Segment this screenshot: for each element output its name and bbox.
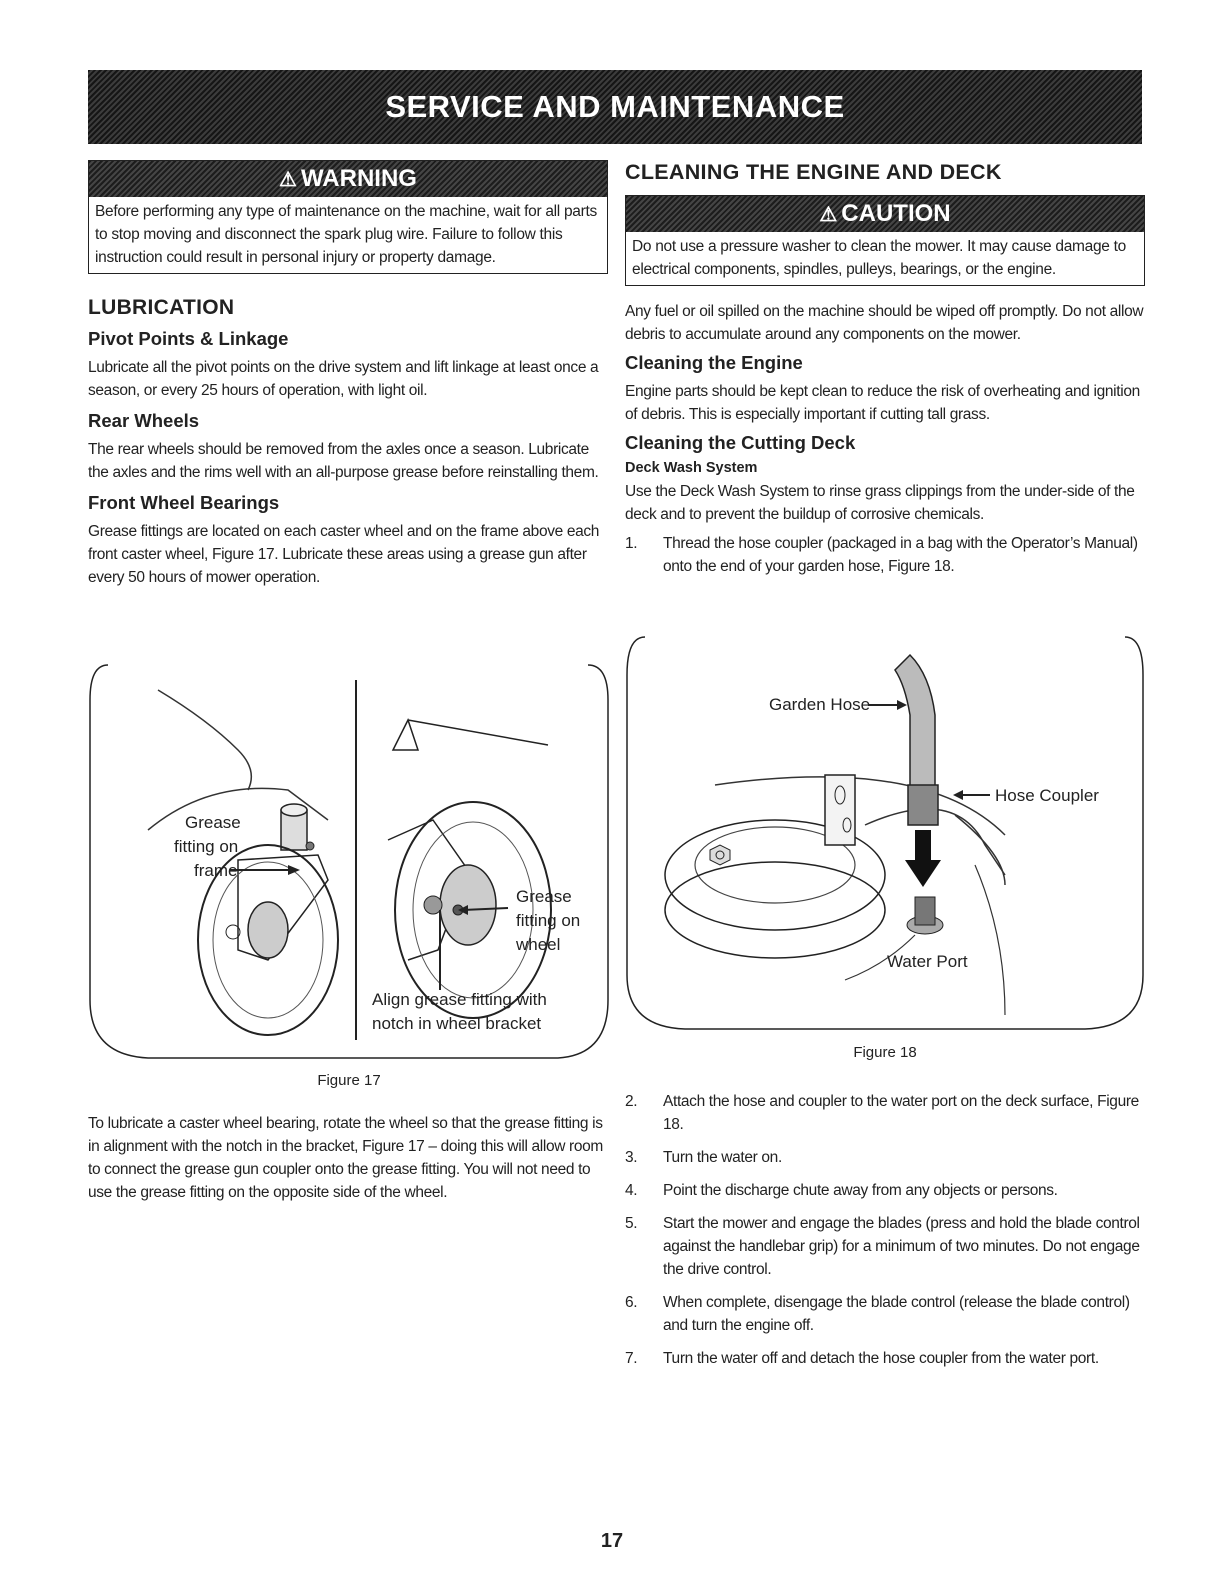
front-bearings-text: Grease fittings are located on each caster wheel and on the frame above each front caster wheel, Figure 17. Lubricate these areas using a grease gun after every 50 hours of mower operation. (88, 523, 600, 586)
label-hose-coupler: Hose Coupler (995, 786, 1099, 805)
front-bearings-heading: Front Wheel Bearings (88, 492, 280, 513)
list-item: 7. Turn the water off and detach the hose coupler from the water port. (625, 1350, 1099, 1367)
list-item: 3. Turn the water on. (625, 1149, 782, 1166)
list-item: 5. Start the mower and engage the blades (press and hold the blade control against the handlebar grip) for a minimum of two minutes. Do not engage the drive control. (625, 1215, 1140, 1278)
rear-wheels-text: The rear wheels should be removed from the axles once a season. Lubricate the axles and the rims well with an all-purpose grease before reinstalling them. (88, 441, 599, 481)
label-grease-wheel-2: fitting on (516, 911, 581, 930)
list-item: 6. When complete, disengage the blade control (release the blade control) and turn the engine off. (625, 1294, 1130, 1334)
label-grease-wheel-1: Grease (516, 887, 572, 906)
pivot-text: Lubricate all the pivot points on the drive system and lift linkage at least once a season, or every 25 hours of operation, with light oil. (88, 359, 599, 399)
deck-heading: Cleaning the Cutting Deck (625, 432, 856, 453)
cleaning-intro: Any fuel or oil spilled on the machine should be wiped off promptly. Do not allow debris to accumulate around any components on the mower. (625, 303, 1144, 343)
caution-triangle-icon: ⚠ (819, 203, 838, 226)
deck-steps-a (625, 532, 1145, 578)
warning-label: WARNING (300, 165, 417, 192)
engine-text: Engine parts should be kept clean to reduce the risk of overheating and ignition of debris. This is especially important if cutting tall grass. (625, 383, 1140, 423)
pivot-heading: Pivot Points & Linkage (88, 328, 289, 349)
warning-triangle-icon: ⚠ (279, 168, 297, 191)
page-number: 17 (600, 1530, 624, 1552)
figure-18-illustration (625, 635, 1145, 1035)
cleaning-heading: CLEANING THE ENGINE AND DECK (625, 160, 1002, 184)
section-banner (88, 70, 1142, 144)
caution-box (625, 195, 1145, 286)
label-align-1: Align grease fitting with (372, 990, 547, 1009)
figure-17 (88, 660, 610, 1060)
label-grease-frame-3: frame (194, 861, 238, 880)
lubrication-heading: LUBRICATION (88, 296, 235, 319)
warning-text: Before performing any type of maintenance on the machine, wait for all parts to stop moving and disconnect the spark plug wire. Failure to follow this instruction could result in personal injury or property damage. (95, 203, 597, 266)
section-title: SERVICE AND MAINTENANCE (385, 89, 845, 124)
caution-header (626, 196, 1144, 232)
label-garden-hose: Garden Hose (769, 695, 871, 714)
figure-17-caption: Figure 17 (317, 1072, 381, 1089)
label-align-2: notch in wheel bracket (372, 1014, 542, 1033)
engine-heading: Cleaning the Engine (625, 352, 803, 373)
deck-wash-subheading: Deck Wash System (625, 460, 758, 476)
left-column (88, 160, 608, 589)
figure-18-caption: Figure 18 (853, 1044, 917, 1061)
label-grease-frame-2: fitting on (174, 837, 239, 856)
label-grease-frame-1: Grease (185, 813, 241, 832)
caster-bearing-text: To lubricate a caster wheel bearing, rotate the wheel so that the grease fitting is in alignment with the notch in the bracket, Figure 17 – doing this will allow room to connect the grease gun coupler onto the grease fitting. You will not need to use the grease fitting on the opposite side of the wheel. (88, 1115, 603, 1201)
list-item: 1. Thread the hose coupler (packaged in a bag with the Operator’s Manual) onto the end of your garden hose, Figure 18. (625, 535, 1138, 575)
list-item: 4. Point the discharge chute away from any objects or persons. (625, 1182, 1058, 1199)
deck-steps-b (625, 1090, 1145, 1380)
figure-18 (625, 635, 1145, 1035)
caution-label: CAUTION (841, 200, 951, 227)
figure-17-illustration (88, 660, 610, 1060)
rear-wheels-heading: Rear Wheels (88, 410, 200, 431)
warning-header (89, 161, 607, 197)
right-column (625, 160, 1145, 588)
label-grease-wheel-3: wheel (516, 935, 561, 954)
deck-text: Use the Deck Wash System to rinse grass clippings from the under-side of the deck and to prevent the buildup of corrosive chemicals. (625, 483, 1135, 523)
label-water-port: Water Port (887, 952, 968, 971)
caution-text: Do not use a pressure washer to clean the mower. It may cause damage to electrical components, spindles, pulleys, bearings, or the engine. (632, 238, 1126, 278)
list-item: 2. Attach the hose and coupler to the water port on the deck surface, Figure 18. (625, 1093, 1139, 1133)
warning-box (88, 160, 608, 274)
